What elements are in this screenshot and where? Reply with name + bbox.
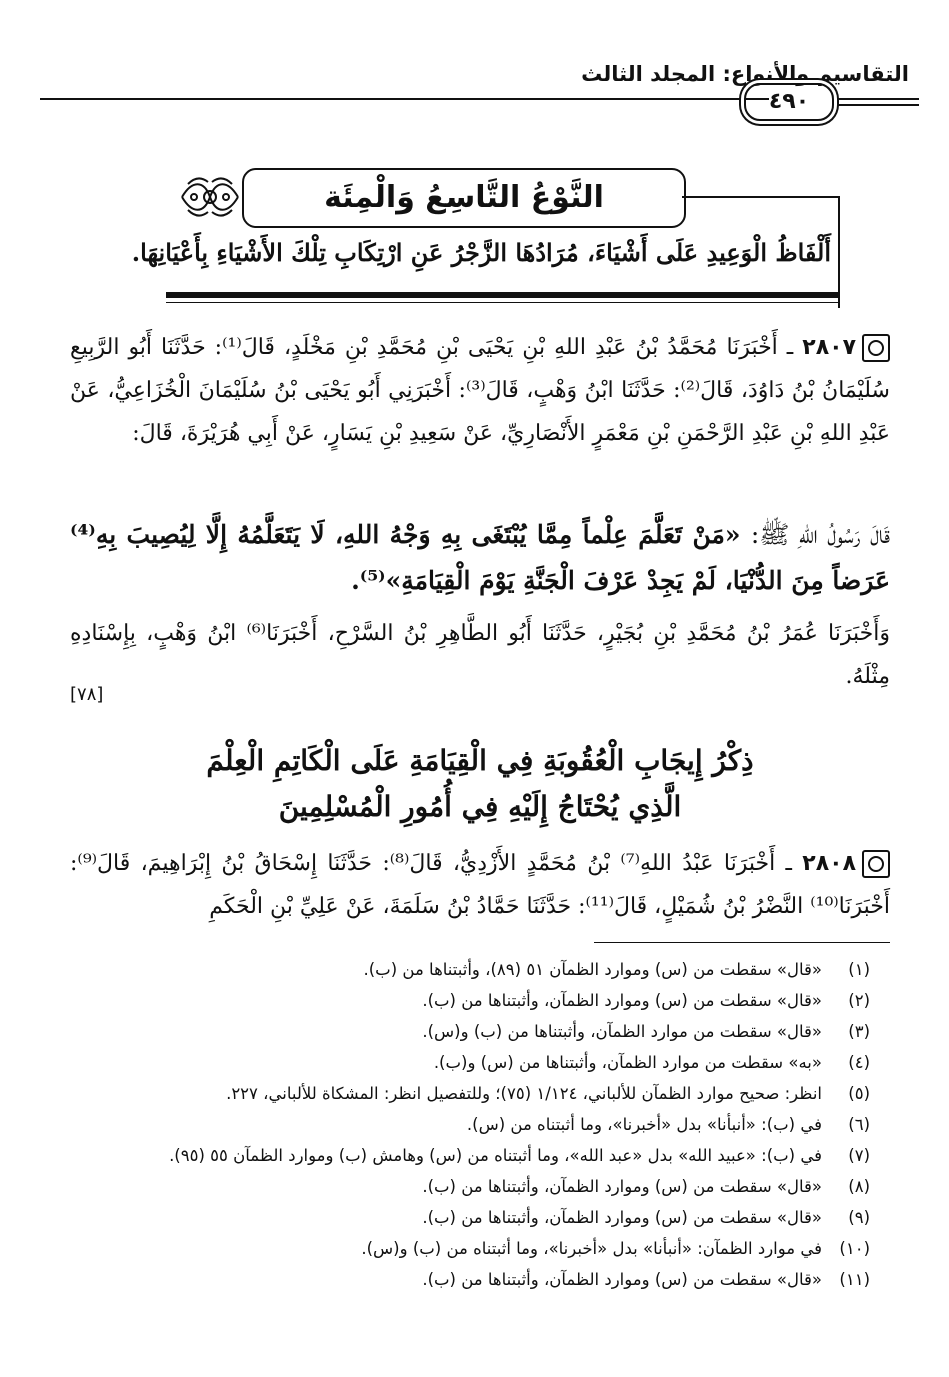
footnote: (١٠)في موارد الظمآن: «أنبأنا» بدل «أخبرنا»، وما أثبتناه من (ب) و(س). — [361, 1239, 870, 1258]
hadith-number: ٢٨٠٧ — [802, 335, 856, 360]
footnote: (٢)«قال» سقطت من (س) وموارد الظمآن، وأثبتناها من (ب). — [422, 991, 870, 1010]
hadith-2807-matn — [70, 512, 890, 604]
footnote: (١)«قال» سقطت من (س) وموارد الظمآن ٥١ (٨٩)، وأثبتناها من (ب). — [363, 960, 870, 979]
footnote: (٤)«به» سقطت من موارد الظمآن، وأثبتناها من (س) و(ب). — [433, 1053, 870, 1072]
header-rule — [835, 98, 919, 100]
footnote: (٩)«قال» سقطت من (س) وموارد الظمآن، وأثبتناها من (ب). — [422, 1208, 870, 1227]
header-rule-left — [40, 98, 769, 100]
matn-intro: قَالَ رَسُولُ اللهِ ﷺ: — [750, 520, 891, 549]
hadith-2808-isnad — [70, 842, 890, 928]
section-subtitle: أَلْفَاظُ الْوَعِيدِ عَلَى أَشْيَاءَ، مُرَادُهَا الزَّجْرُ عَنِ ارْتِكَابِ تِلْكَ الأَشْيَاءِ بِأَعْيَانِهَا. — [131, 238, 831, 267]
footnote: (٨)«قال» سقطت من (س) وموارد الظمآن، وأثبتناها من (ب). — [422, 1177, 870, 1196]
page-number: ٤٩٠ — [744, 83, 834, 121]
hadith-marker-icon — [862, 334, 890, 362]
title-frame-line — [682, 196, 840, 198]
chapter-title-line-2: الَّذِي يُحْتَاجُ إِلَيْهِ فِي أُمُورِ الْمُسْلِمِينَ — [278, 790, 682, 823]
footnote: (١١)«قال» سقطت من (س) وموارد الظمآن، وأثبتناها من (ب). — [422, 1270, 870, 1289]
header-rule — [835, 104, 919, 106]
footnotes — [70, 954, 870, 1295]
hadith-2807-isnad — [70, 326, 890, 455]
isnad-text: ـ أَخْبَرَنَا مُحَمَّدُ بْنُ عَبْدِ اللهِ بْنِ يَحْيَى بْنِ مُحَمَّدِ بْنِ مَخْلَدٍ، قَالَ⁽¹⁾: حَدَّثَنَا أَبُو الرَّبِيعِ سُلَيْمَانُ بْنُ دَاوُدَ، قَالَ⁽²⁾: حَدَّثَنَا ابْنُ وَهْبٍ، قَالَ⁽³⁾: أَخْبَرَنِي أَبُو يَحْيَى بْنُ سُلَيْمَانَ الْخُزَاعِيُّ، عَنْ عَبْدِ اللهِ بْنِ عَبْدِ الرَّحْمَنِ بْنِ مَعْمَرٍ الأَنْصَارِيِّ، عَنْ سَعِيدِ بْنِ يَسَارٍ، عَنْ أَبِي هُرَيْرَةَ، قَالَ: — [70, 335, 890, 446]
isnad-text: ـ أَخْبَرَنَا عَبْدُ اللهِ⁽⁷⁾ بْنُ مُحَمَّدٍ الأَزْدِيُّ، قَالَ⁽⁸⁾: حَدَّثَنَا إِسْحَاقُ بْنُ إِبْرَاهِيمَ، قَالَ⁽⁹⁾: أَخْبَرَنَا⁽¹⁰⁾ النَّضْرُ بْنُ شُمَيْلٍ، قَالَ⁽¹¹⁾: حَدَّثَنَا حَمَّادُ بْنُ سَلَمَةَ، عَنْ عَلِيِّ بْنِ الْحَكَمِ — [70, 851, 890, 919]
hadith-number: ٢٨٠٨ — [802, 851, 856, 876]
section-title: النَّوْعُ التَّاسِعُ وَالْمِئَة — [242, 168, 686, 228]
hadith-reference: [٧٨] — [70, 684, 104, 705]
section-rule — [166, 292, 840, 298]
footnote-separator — [594, 942, 890, 943]
section-rule — [166, 302, 840, 303]
ornament-icon — [178, 170, 242, 224]
matn-text: «مَنْ تَعَلَّمَ عِلْماً مِمَّا يُبْتَغَى بِهِ وَجْهُ اللهِ، لَا يَتَعَلَّمُهُ إِلَّا لِيُصِيبَ بِهِ⁽⁴⁾ عَرَضاً مِنَ الدُّنْيَا، لَمْ يَجِدْ عَرْفَ الْجَنَّةِ يَوْمَ الْقِيَامَةِ»⁽⁵⁾. — [70, 520, 890, 595]
footnote: (٧)في (ب): «عبيد الله» بدل «عبد الله»، وما أثبتناه من (س) وهامش (ب) وموارد الظمآن ٥٥ (٩٥). — [169, 1146, 870, 1165]
footnote: (٥)انظر: صحيح موارد الظمآن للألباني، ١/١٢٤ (٧٥)؛ وللتفصيل انظر: المشكاة للألباني، ٢٢٧. — [226, 1084, 870, 1103]
footnote: (٦)في (ب): «أنبأنا» بدل «أخبرنا»، وما أثبتناه من (س). — [466, 1115, 870, 1134]
running-header-title: التقاسيم والأنواع: المجلد الثالث — [581, 62, 909, 86]
chapter-title-line-1: ذِكْرُ إِيجَابِ الْعُقُوبَةِ فِي الْقِيَامَةِ عَلَى الْكَاتِمِ الْعِلْمَ — [206, 744, 754, 777]
hadith-marker-icon — [862, 850, 890, 878]
hadith-2807-second-chain: وَأَخْبَرَنَا عُمَرُ بْنُ مُحَمَّدِ بْنِ بُجَيْرٍ، حَدَّثَنَا أَبُو الطَّاهِرِ بْنُ السَّرْحِ، أَخْبَرَنَا⁽⁶⁾ ابْنُ وَهْبٍ، بِإِسْنَادِهِ مِثْلَهُ. — [70, 621, 890, 689]
footnote: (٣)«قال» سقطت من موارد الظمآن، وأثبتناها من (ب) و(س). — [422, 1022, 870, 1041]
